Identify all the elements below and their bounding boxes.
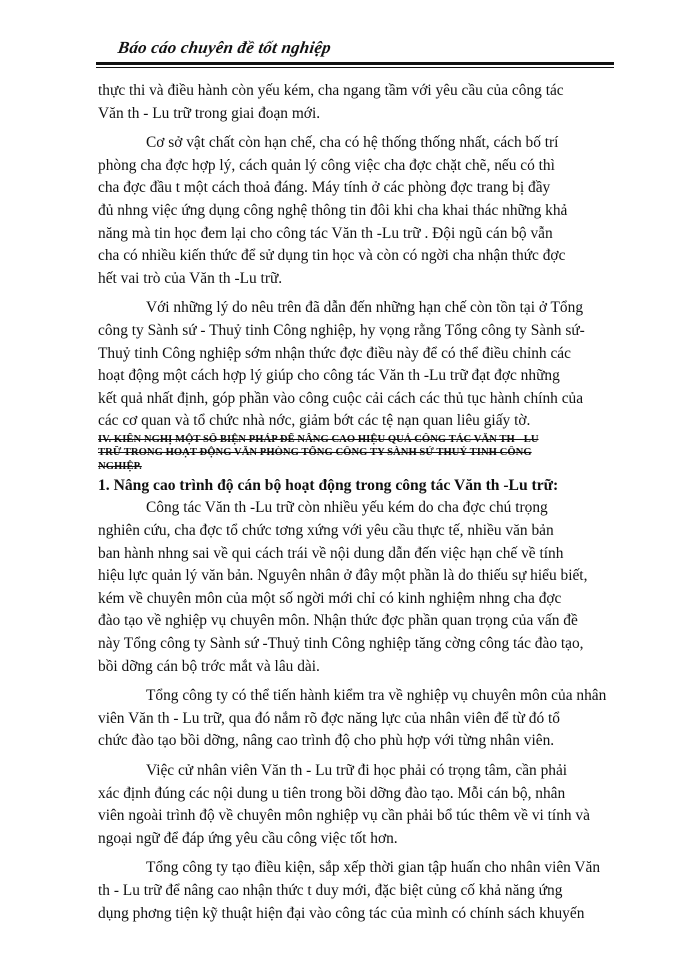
text-line: Cơ sở vật chất còn hạn chế, cha có hệ thống thống nhất, cách bố trí — [146, 134, 559, 152]
text-line: hết vai trò của Văn th -Lu trữ. — [98, 269, 283, 287]
text-line: dụng phơng tiện kỹ thuật hiện đại vào công tác của mình có chính sách khuyến — [98, 904, 585, 922]
text-line: xác định đúng các nội dung u tiên trong bồi dỡng đào tạo. Mỗi cán bộ, nhân — [98, 784, 566, 802]
text-line: Tổng công ty tạo điều kiện, sắp xếp thời gian tập huấn cho nhân viên Văn — [146, 859, 601, 877]
text-line: th - Lu trữ để nâng cao nhận thức t duy mới, đặc biệt củng cố khả năng ứng — [98, 881, 563, 899]
document-body — [98, 80, 618, 925]
text-line: Thuỷ tinh Công nghiệp sớm nhận thức đợc điều này để có thể điều chỉnh các — [98, 344, 571, 362]
paragraph — [98, 80, 618, 125]
text-line: đào tạo về nghiệp vụ chuyên môn. Nhận thức đợc phần quan trọng của vấn đề — [98, 612, 578, 630]
paragraph-gap — [98, 850, 618, 857]
text-line: phòng cha đợc hợp lý, cách quản lý công việc cha đợc chặt chẽ, nếu có thì — [98, 156, 555, 174]
paragraph — [98, 685, 618, 753]
text-line: cha đợc đầu t một cách thoả đáng. Máy tính ở các phòng đợc trang bị đầy — [98, 179, 551, 197]
text-line: kết quả nhất định, góp phần vào công cuộc cải cách các thủ tục hành chính của — [98, 389, 584, 407]
text-line: công ty Sành sứ - Thuỷ tinh Công nghiệp, hy vọng rằng Tổng công ty Sành sứ- — [98, 321, 585, 339]
paragraph-gap — [98, 678, 618, 685]
paragraph — [98, 132, 618, 290]
text-line: đủ nhng việc ứng dụng công nghệ thông tin đôi khi cha khai thác những khả — [98, 201, 568, 219]
text-line: viên Văn th - Lu trữ, qua đó nắm rõ đợc năng lực của nhân viên để từ đó tổ — [98, 709, 560, 727]
subsection-heading: 1. Nâng cao trình độ cán bộ hoạt động trong công tác Văn th -Lu trữ: — [98, 477, 559, 495]
header-title: Báo cáo chuyên đề tốt nghiệp — [116, 38, 333, 57]
header-rule-thick — [96, 62, 614, 65]
section-heading-line: NGHIỆP. — [98, 460, 142, 472]
text-line: hiệu lực quản lý văn bản. Nguyên nhân ở đây một phần là do thiếu sự hiểu biết, — [98, 567, 588, 585]
paragraph — [98, 497, 618, 678]
text-line: kém về chuyên môn của một số ngời mới chỉ có kinh nghiệm nhng cha đợc — [98, 589, 562, 607]
paragraph-gap — [98, 753, 618, 760]
section-heading-line: IV. KIẾN NGHỊ MỘT SỐ BIỆN PHÁP ĐỂ NÂNG CAO HIỆU QUẢ CÔNG TÁC VĂN TH - LU — [98, 433, 539, 445]
text-line: Tổng công ty có thể tiến hành kiểm tra về nghiệp vụ chuyên môn của nhân — [146, 687, 607, 705]
paragraph — [98, 297, 618, 433]
paragraph — [98, 857, 618, 925]
text-line: thực thi và điều hành còn yếu kém, cha ngang tầm với yêu cầu của công tác — [98, 82, 564, 99]
text-line: nghiên cứu, cha đợc tổ chức tơng xứng với yêu cầu thực tế, nhiều văn bản — [98, 522, 554, 539]
section-heading-line: TRỮ TRONG HOẠT ĐỘNG VĂN PHÒNG TỔNG CÔNG TY SÀNH SỨ THUỶ TINH CÔNG — [98, 447, 532, 459]
section-iv-heading — [98, 433, 618, 474]
text-line: Việc cử nhân viên Văn th - Lu trữ đi học phải có trọng tâm, cần phải — [146, 761, 568, 779]
paragraph-gap — [98, 290, 618, 297]
text-line: các cơ quan và tổ chức nhà nớc, giảm bớt các tệ nạn quan liêu giấy tờ. — [98, 412, 531, 430]
text-line: hoạt động một cách hợp lý giúp cho công tác Văn th -Lu trữ đạt đợc những — [98, 367, 560, 385]
header-rule-thin — [96, 67, 614, 68]
text-line: ngoại ngữ để đáp ứng yêu cầu công việc tốt hơn. — [98, 829, 398, 847]
text-line: Văn th - Lu trữ trong giai đoạn mới. — [98, 104, 321, 122]
text-line: cha có nhiều kiến thức để sử dụng tin học và còn có ngời cha nhận thức đợc — [98, 247, 566, 265]
text-line: chức đào tạo bồi dỡng, nâng cao trình độ cho phù hợp với từng nhân viên. — [98, 732, 555, 750]
text-line: Công tác Văn th -Lu trữ còn nhiều yếu kém do cha đợc chú trọng — [146, 499, 548, 517]
text-line: này Tổng công ty Sành sứ -Thuỷ tinh Công nghiệp tăng cờng công tác đào tạo, — [98, 634, 584, 652]
text-line: năng mà tin học đem lại cho công tác Văn th -Lu trữ . Đội ngũ cán bộ vẫn — [98, 224, 553, 242]
text-line: bồi dỡng cán bộ trớc mắt và lâu dài. — [98, 657, 320, 675]
paragraph — [98, 760, 618, 850]
text-line: Với những lý do nêu trên đã dẫn đến những hạn chế còn tồn tại ở Tổng — [146, 299, 584, 317]
paragraph-gap — [98, 125, 618, 132]
text-line: viên ngoài trình độ về chuyên môn nghiệp vụ cần phải bổ túc thêm về vi tính và — [98, 807, 590, 825]
text-line: ban hành nhng sai về qui cách trái về nội dung dẫn đến việc hạn chế về tính — [98, 544, 564, 562]
